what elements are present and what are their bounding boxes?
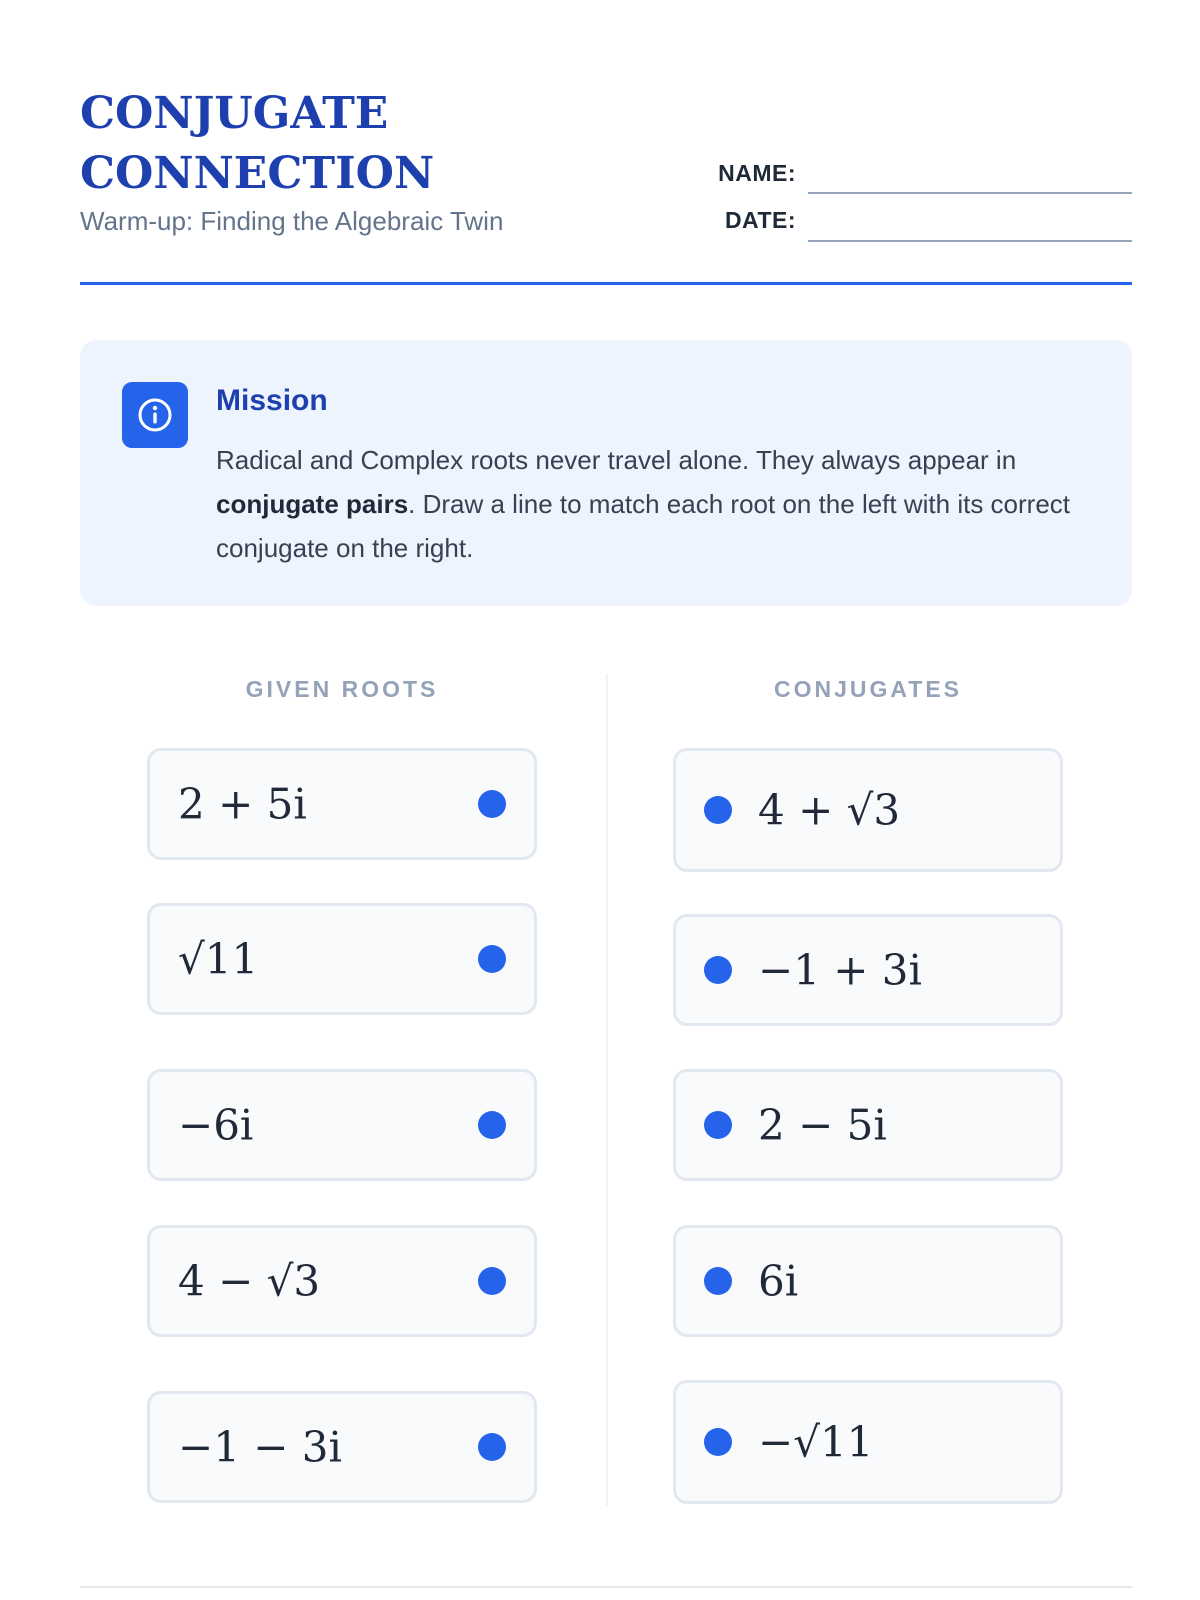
given-root-value: −1 − 3i — [178, 1422, 342, 1472]
conjugate-value: −1 + 3i — [758, 945, 922, 995]
conjugate-card[interactable] — [673, 914, 1063, 1026]
given-root-value: 2 + 5i — [178, 779, 307, 829]
conjugate-card[interactable] — [673, 1380, 1063, 1504]
mission-text-emphasis: conjugate pairs — [216, 489, 409, 519]
conjugate-card[interactable] — [673, 1069, 1063, 1181]
given-root-card[interactable] — [147, 748, 537, 860]
name-label: NAME: — [718, 160, 796, 186]
conjugates-heading: CONJUGATES — [773, 676, 963, 702]
given-root-value: 4 − √3 — [178, 1256, 321, 1306]
conjugate-value: 2 − 5i — [758, 1100, 887, 1150]
given-root-card[interactable] — [147, 1225, 537, 1337]
footer-divider — [80, 1586, 1132, 1588]
given-root-card[interactable] — [147, 903, 537, 1015]
title-line-2: CONNECTION — [80, 148, 435, 199]
given-roots-heading: GIVEN ROOTS — [245, 676, 439, 702]
name-field[interactable] — [808, 192, 1132, 194]
conjugate-value: 6i — [758, 1256, 799, 1306]
date-label: DATE: — [724, 207, 796, 233]
conjugate-card[interactable] — [673, 1225, 1063, 1337]
given-root-value: −6i — [178, 1100, 254, 1150]
mission-title: Mission — [216, 384, 328, 417]
date-field[interactable] — [808, 240, 1132, 242]
column-divider — [606, 674, 608, 1506]
mission-text — [216, 438, 1106, 570]
match-dot[interactable] — [478, 945, 506, 973]
page-title — [80, 84, 600, 204]
info-icon — [122, 382, 188, 448]
conjugate-value: −√11 — [758, 1417, 874, 1467]
match-dot[interactable] — [704, 956, 732, 984]
mission-text-instructions: . Draw a line to match each root on the left with its correct conjugate on the right. — [216, 489, 1071, 563]
header-divider — [80, 282, 1132, 285]
match-dot[interactable] — [478, 790, 506, 818]
match-dot[interactable] — [704, 796, 732, 824]
match-dot[interactable] — [704, 1428, 732, 1456]
match-dot[interactable] — [478, 1433, 506, 1461]
match-dot[interactable] — [704, 1267, 732, 1295]
match-dot[interactable] — [478, 1267, 506, 1295]
page-subtitle: Warm-up: Finding the Algebraic Twin — [80, 206, 504, 236]
match-dot[interactable] — [704, 1111, 732, 1139]
given-root-value: √11 — [178, 934, 259, 984]
given-root-card[interactable] — [147, 1391, 537, 1503]
given-root-card[interactable] — [147, 1069, 537, 1181]
match-dot[interactable] — [478, 1111, 506, 1139]
conjugate-card[interactable] — [673, 748, 1063, 872]
mission-text-intro: Radical and Complex roots never travel alone. They always appear in — [216, 445, 1017, 475]
conjugate-value: 4 + √3 — [758, 785, 901, 835]
title-line-1: CONJUGATE — [80, 88, 389, 139]
